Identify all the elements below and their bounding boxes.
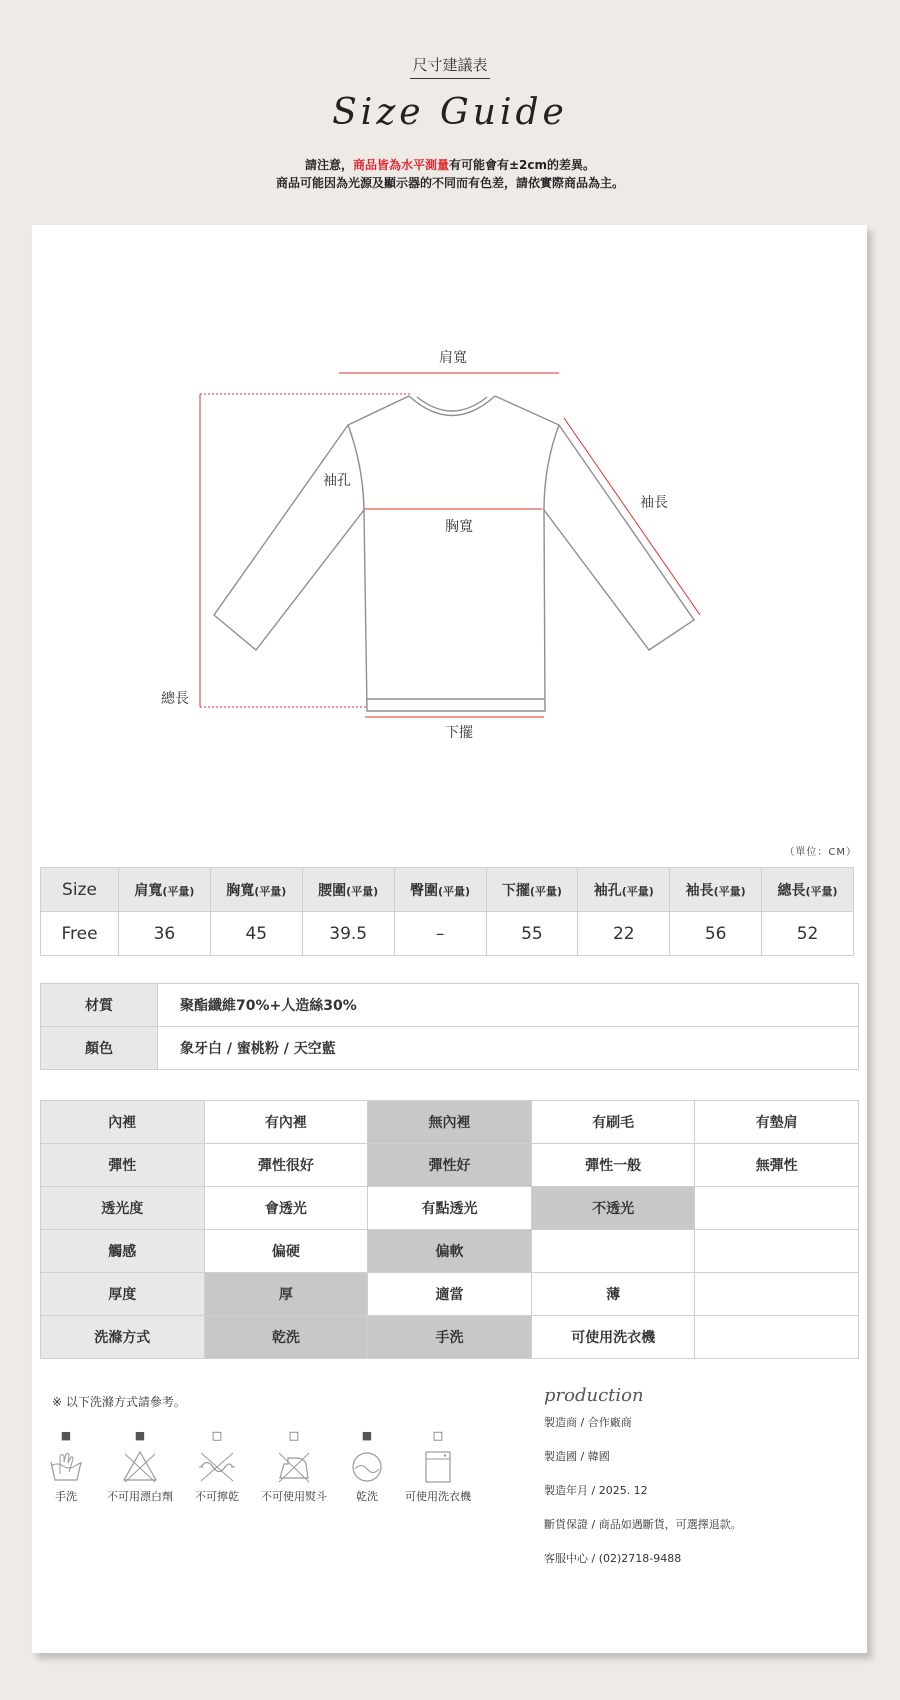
wash-item-no-bleach xyxy=(100,1428,180,1504)
waist-header: 腰圍(平量) xyxy=(302,868,394,912)
color-key: 顏色 xyxy=(41,1027,158,1070)
armhole-line xyxy=(348,425,364,509)
stock-guarantee-row: 斷貨保證 / 商品如遇斷貨，可選擇退款。 xyxy=(544,1518,742,1531)
wash-item-dry-clean xyxy=(327,1428,407,1504)
armhole-header: 袖孔(平量) xyxy=(578,868,670,912)
wash-label: 手洗 xyxy=(55,1490,77,1503)
attribute-option: 偏軟 xyxy=(368,1230,532,1273)
no-bleach-icon xyxy=(122,1450,158,1484)
manufacturer-row: 製造商 / 合作廠商 xyxy=(544,1416,632,1429)
color-value: 象牙白 / 蜜桃粉 / 天空藍 xyxy=(158,1027,859,1070)
chest-header: 胸寬(平量) xyxy=(210,868,302,912)
attribute-option: 不透光 xyxy=(531,1187,695,1230)
attribute-row xyxy=(41,1316,859,1359)
wash-item-washing-machine xyxy=(398,1428,478,1504)
no-wring-icon xyxy=(197,1450,237,1484)
length-header: 總長(平量) xyxy=(762,868,854,912)
attribute-option: 無彈性 xyxy=(695,1144,859,1187)
size-header: Size xyxy=(41,868,119,912)
material-key: 材質 xyxy=(41,984,158,1027)
attribute-option: 彈性很好 xyxy=(204,1144,368,1187)
wash-label: 可使用洗衣機 xyxy=(405,1490,471,1503)
hip-header: 臀圍(平量) xyxy=(394,868,486,912)
wash-item-no-wring xyxy=(177,1428,257,1504)
hem-label: 下擺 xyxy=(445,725,473,741)
attribute-option xyxy=(695,1316,859,1359)
attribute-option: 有內裡 xyxy=(204,1101,368,1144)
wash-label: 乾洗 xyxy=(356,1490,378,1503)
attribute-option: 薄 xyxy=(531,1273,695,1316)
washing-machine-icon xyxy=(420,1450,456,1484)
attribute-option xyxy=(695,1230,859,1273)
attribute-option: 有墊肩 xyxy=(695,1101,859,1144)
armhole-value: 22 xyxy=(578,912,670,956)
shoulder-value: 36 xyxy=(119,912,211,956)
size-table-row xyxy=(41,912,854,956)
wash-item-no-iron xyxy=(254,1428,334,1504)
attribute-key: 內裡 xyxy=(41,1101,205,1144)
size-table xyxy=(40,867,854,956)
checkbox-indicator: ■ xyxy=(60,1429,72,1442)
wash-label: 不可使用熨斗 xyxy=(261,1490,327,1503)
attribute-key: 觸感 xyxy=(41,1230,205,1273)
length-label: 總長 xyxy=(161,691,189,707)
shoulder-label: 肩寬 xyxy=(439,350,467,366)
material-row xyxy=(41,984,859,1027)
garment-diagram xyxy=(32,225,867,825)
attribute-option: 有點透光 xyxy=(368,1187,532,1230)
wash-label: 不可擰乾 xyxy=(195,1490,239,1503)
material-value: 聚酯纖維70%+人造絲30% xyxy=(158,984,859,1027)
attribute-option xyxy=(531,1230,695,1273)
hip-value: – xyxy=(394,912,486,956)
checkbox-indicator: □ xyxy=(432,1429,444,1442)
wash-note: ※ 以下洗滌方式請參考。 xyxy=(52,1395,186,1409)
attribute-key: 透光度 xyxy=(41,1187,205,1230)
chest-label: 胸寬 xyxy=(445,519,473,535)
sleeve-line xyxy=(564,418,700,615)
size-guide-card xyxy=(32,225,867,1653)
attribute-option: 偏硬 xyxy=(204,1230,368,1273)
size-table-header-row xyxy=(41,868,854,912)
sleeve-label: 袖長 xyxy=(640,495,668,511)
attribute-row xyxy=(41,1101,859,1144)
attribute-option xyxy=(695,1273,859,1316)
garment-outline xyxy=(214,396,694,711)
attribute-option: 有刷毛 xyxy=(531,1101,695,1144)
manufacture-date-row: 製造年月 / 2025. 12 xyxy=(544,1484,648,1497)
length-value: 52 xyxy=(762,912,854,956)
hem-header: 下擺(平量) xyxy=(486,868,578,912)
attribute-option: 無內裡 xyxy=(368,1101,532,1144)
attribute-option xyxy=(695,1187,859,1230)
customer-service-row: 客服中心 / (02)2718-9488 xyxy=(544,1552,682,1565)
checkbox-indicator: □ xyxy=(288,1429,300,1442)
measurement-notice: 請注意，商品皆為水平測量有可能會有±2cm的差異。 商品可能因為光源及顯示器的不同而有色差，請依實際商品為主。 xyxy=(275,158,624,190)
shoulder-header: 肩寬(平量) xyxy=(119,868,211,912)
page-header xyxy=(0,0,900,225)
attribute-option: 彈性好 xyxy=(368,1144,532,1187)
hem-value: 55 xyxy=(486,912,578,956)
production-title: production xyxy=(544,1385,644,1406)
attribute-option: 彈性一般 xyxy=(531,1144,695,1187)
attribute-key: 厚度 xyxy=(41,1273,205,1316)
hand-wash-icon xyxy=(48,1450,84,1484)
attribute-row xyxy=(41,1144,859,1187)
attribute-option: 乾洗 xyxy=(204,1316,368,1359)
material-table xyxy=(40,983,859,1070)
origin-row: 製造國 / 韓國 xyxy=(544,1450,610,1463)
attribute-option: 會透光 xyxy=(204,1187,368,1230)
attribute-row xyxy=(41,1273,859,1316)
attribute-option: 可使用洗衣機 xyxy=(531,1316,695,1359)
attribute-row xyxy=(41,1230,859,1273)
armhole-label: 袖孔 xyxy=(323,473,351,489)
attribute-option: 厚 xyxy=(204,1273,368,1316)
unit-note: （單位：CM） xyxy=(784,847,857,858)
wash-item-hand-wash xyxy=(26,1428,106,1504)
attribute-option: 手洗 xyxy=(368,1316,532,1359)
attribute-row xyxy=(41,1187,859,1230)
waist-value: 39.5 xyxy=(302,912,394,956)
wash-label: 不可用漂白劑 xyxy=(107,1490,173,1503)
size-row-label: Free xyxy=(41,912,119,956)
production-info xyxy=(544,1385,854,1584)
attribute-key: 彈性 xyxy=(41,1144,205,1187)
checkbox-indicator: □ xyxy=(211,1429,223,1442)
size-guide-subtitle: 尺寸建議表 xyxy=(0,54,900,79)
sleeve-value: 56 xyxy=(670,912,762,956)
sleeve-header: 袖長(平量) xyxy=(670,868,762,912)
attribute-table xyxy=(40,1100,859,1359)
attribute-key: 洗滌方式 xyxy=(41,1316,205,1359)
size-guide-title: Size Guide xyxy=(332,92,568,133)
attribute-option: 適當 xyxy=(368,1273,532,1316)
checkbox-indicator: ■ xyxy=(134,1429,146,1442)
no-iron-icon xyxy=(276,1450,312,1484)
checkbox-indicator: ■ xyxy=(361,1429,373,1442)
dry-clean-icon xyxy=(349,1450,385,1484)
color-row xyxy=(41,1027,859,1070)
chest-value: 45 xyxy=(210,912,302,956)
